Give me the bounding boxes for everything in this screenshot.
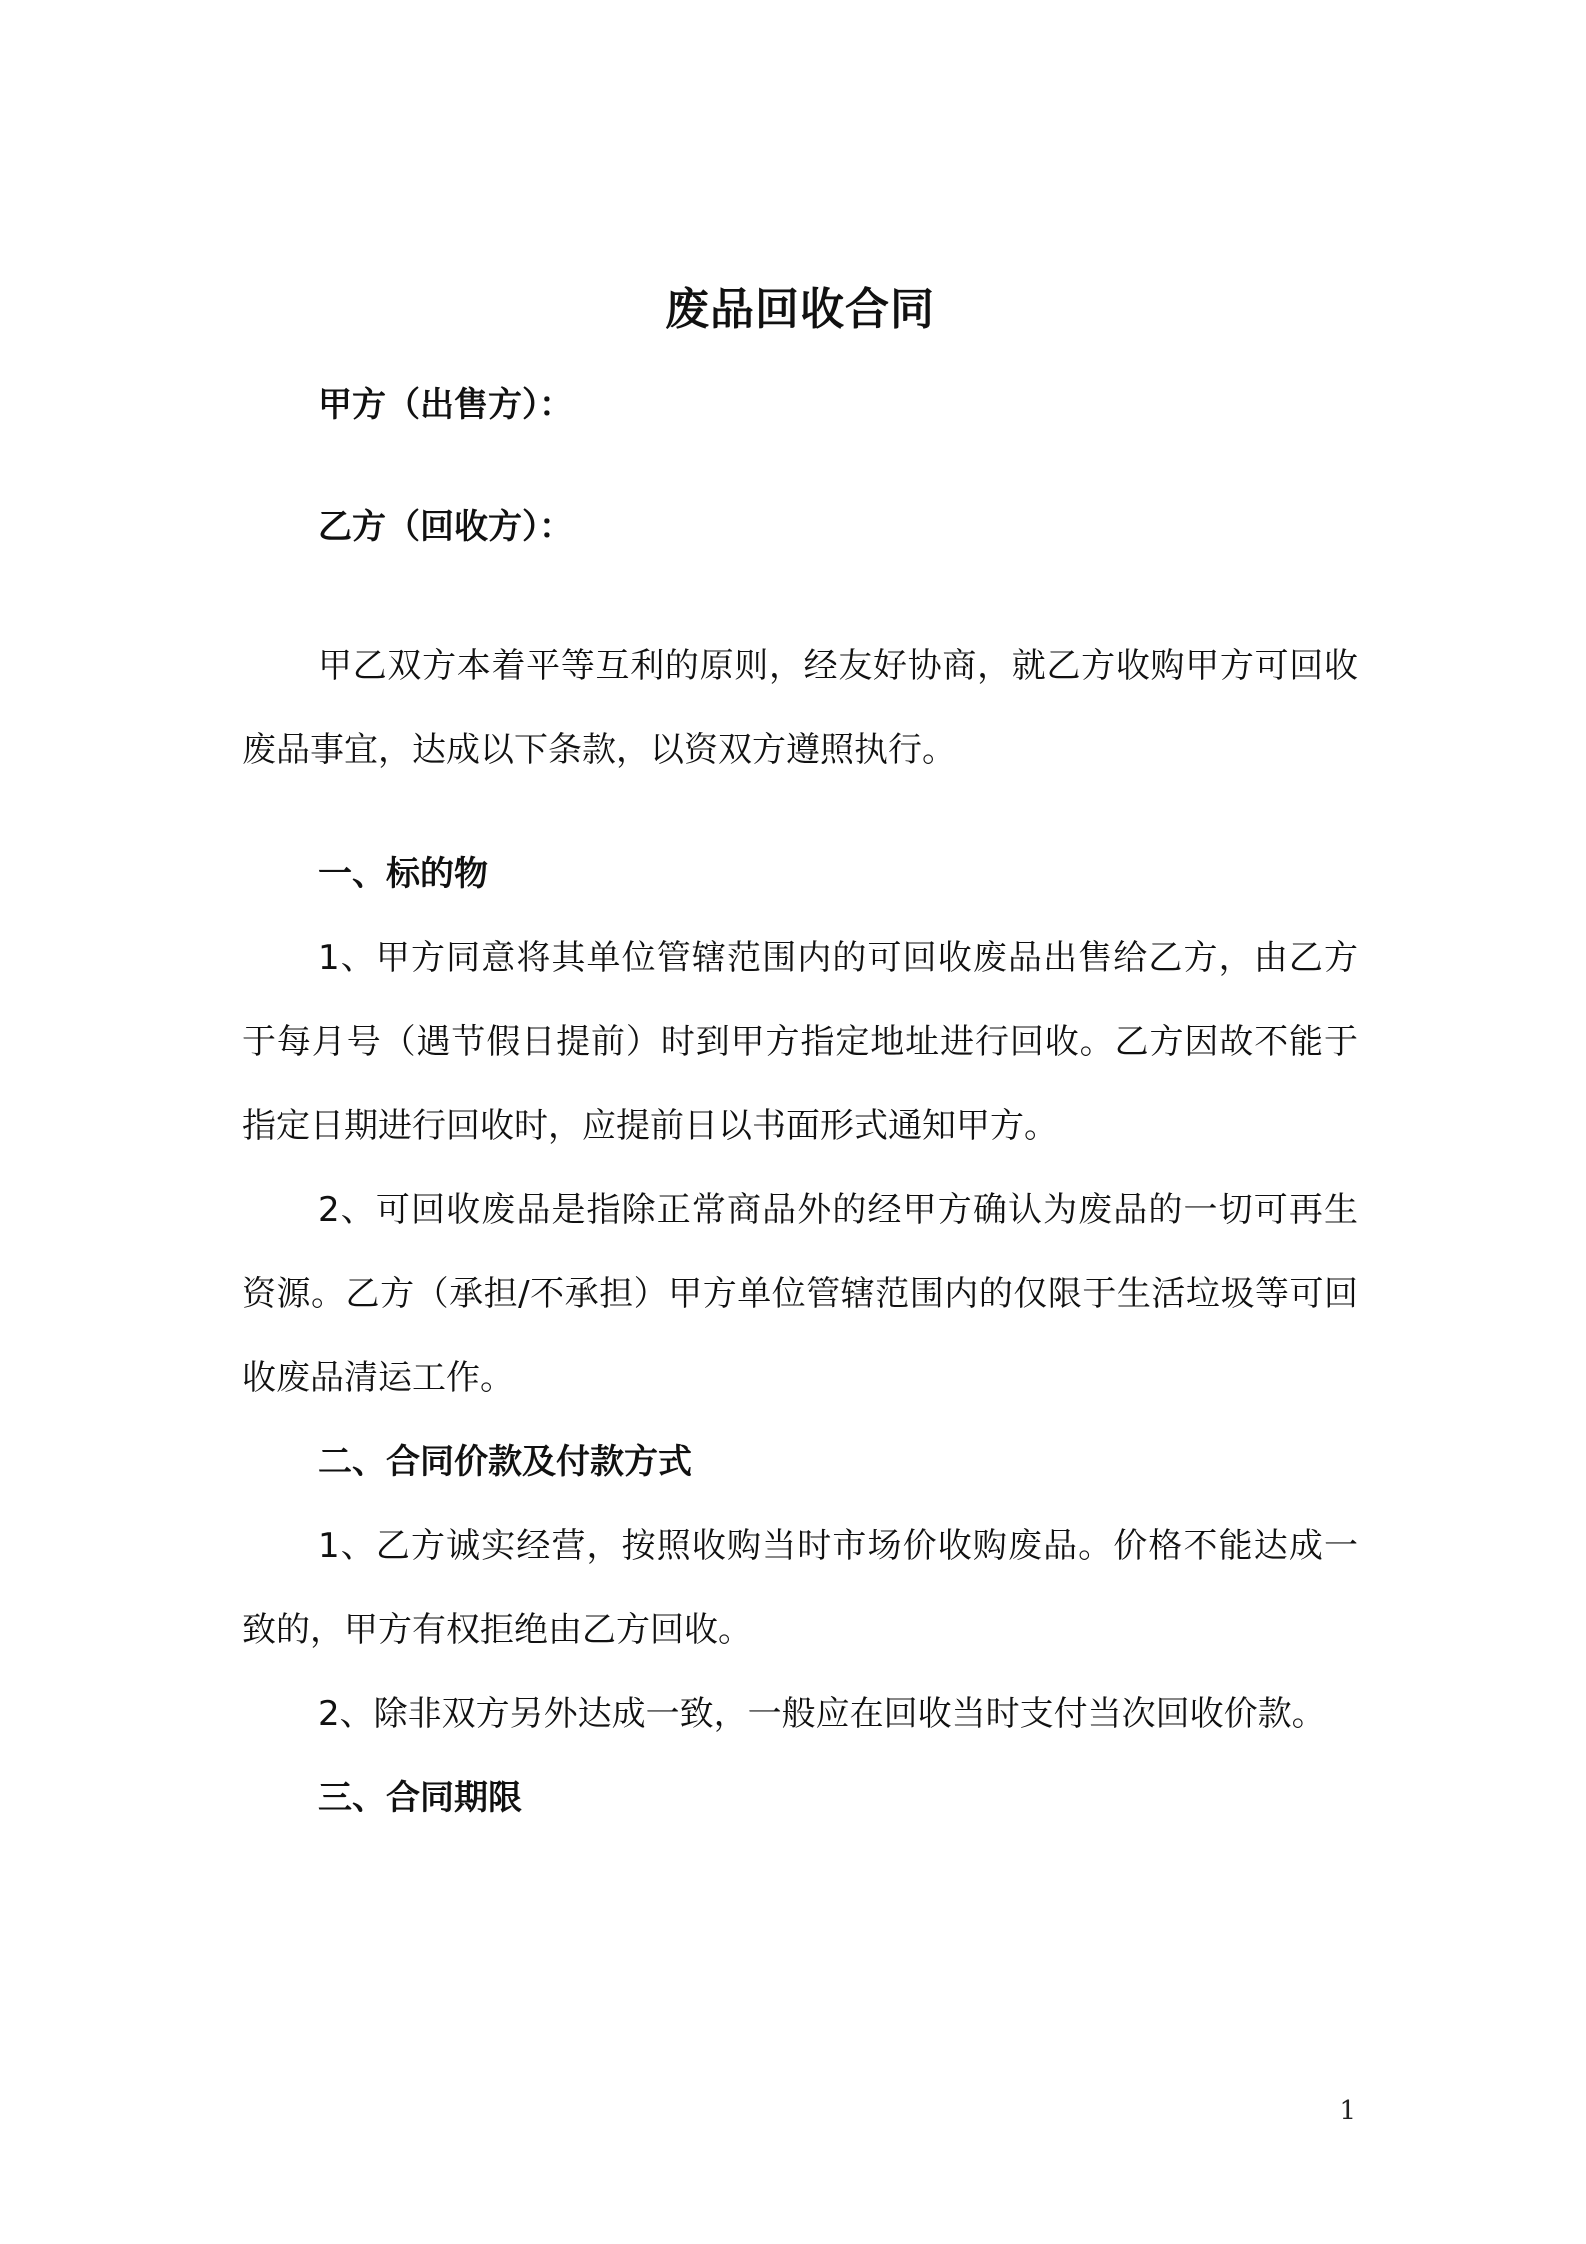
section-1-paragraph-2: 2、可回收废品是指除正常商品外的经甲方确认为废品的一切可再生资源。乙方（承担/不承担）甲方单位管辖范围内的仅限于生活垃圾等可回收废品清运工作。	[242, 1190, 1358, 1398]
section-heading-subject: 一、标的物	[318, 854, 488, 894]
intro-paragraph: 甲乙双方本着平等互利的原则，经友好协商，就乙方收购甲方可回收废品事宜，达成以下条款，以资双方遵照执行。	[242, 646, 1358, 770]
party-a-label: 甲方（出售方）：	[318, 385, 573, 425]
section-heading-term: 三、合同期限	[318, 1778, 522, 1818]
document-title: 废品回收合同	[665, 284, 935, 335]
party-b-label: 乙方（回收方）：	[318, 507, 573, 547]
section-2-paragraph-2: 2、除非双方另外达成一致，一般应在回收当时支付当次回收价款。	[318, 1694, 1326, 1734]
page-number: 1	[1339, 2096, 1356, 2126]
section-1-paragraph-1: 1、甲方同意将其单位管辖范围内的可回收废品出售给乙方，由乙方于每月号（遇节假日提前）时到甲方指定地址进行回收。乙方因故不能于指定日期进行回收时，应提前日以书面形式通知甲方。	[242, 938, 1358, 1146]
section-heading-price-payment: 二、合同价款及付款方式	[318, 1442, 692, 1482]
document-body	[242, 280, 1358, 1840]
section-2-paragraph-1: 1、乙方诚实经营，按照收购当时市场价收购废品。价格不能达成一致的，甲方有权拒绝由乙方回收。	[242, 1526, 1358, 1650]
